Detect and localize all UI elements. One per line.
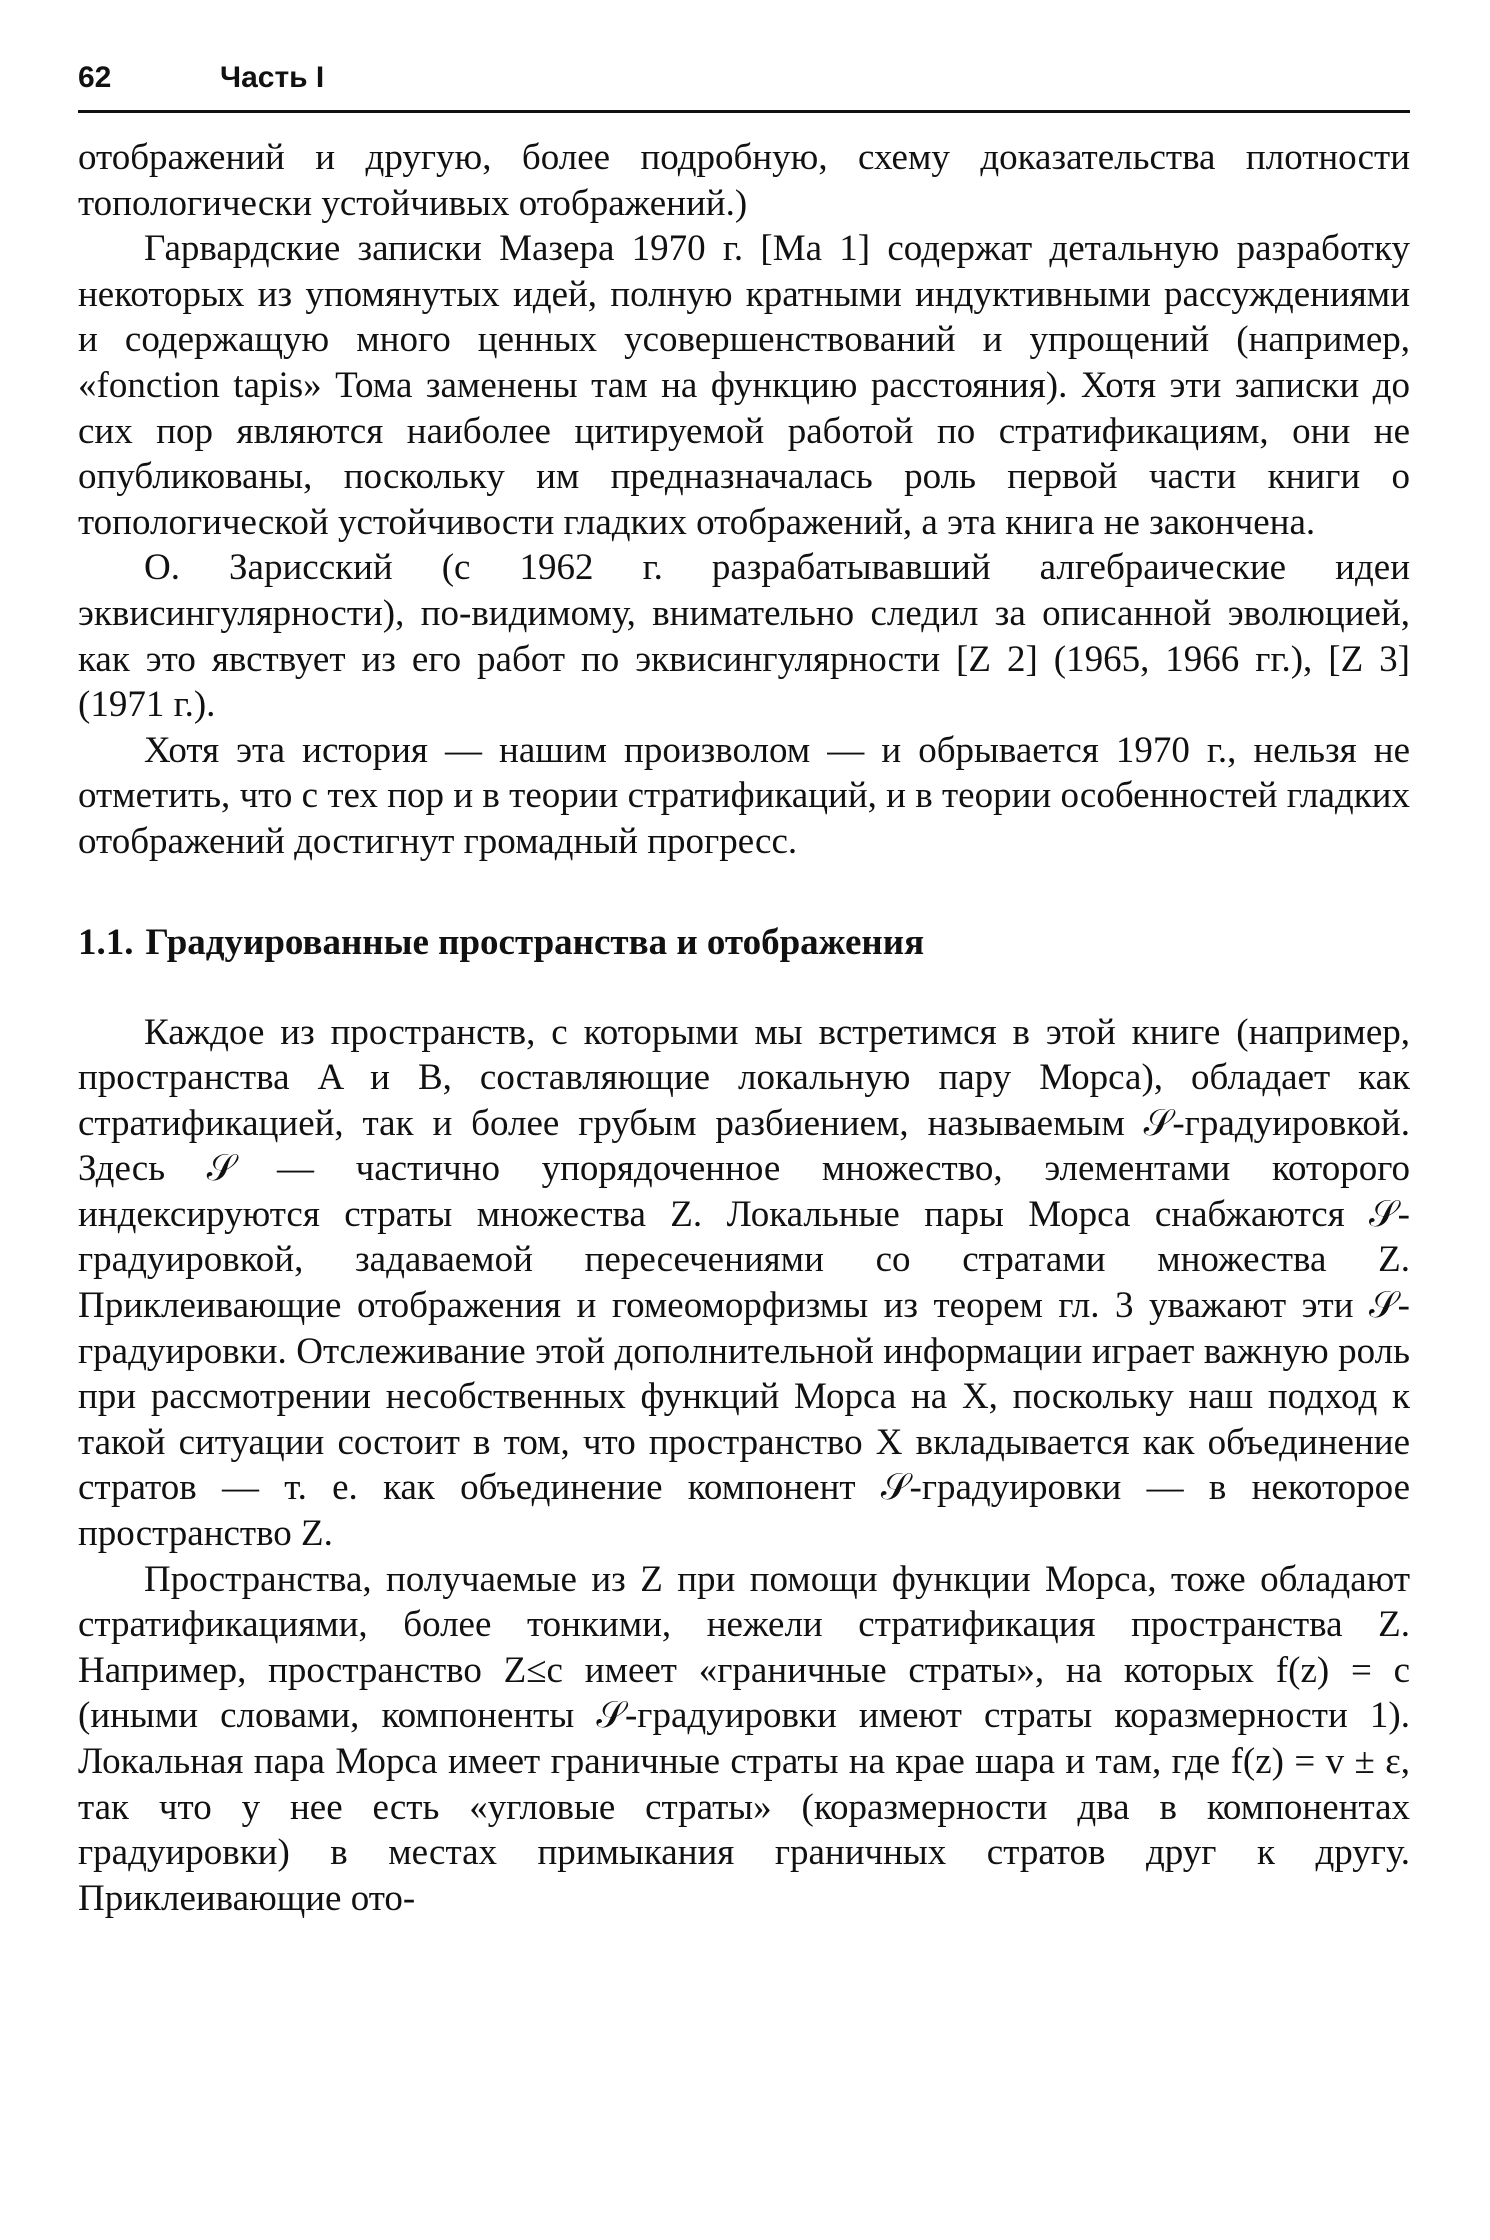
paragraph: Каждое из пространств, с которыми мы встретимся в этой книге (например, пространства A и B, составляющие локальную пару Морса), обладает как стратификацией, так и более грубым разбиением, называемым 𝒮-градуировкой. Здесь 𝒮 — частично упорядоченное множество, элементами которого индексируются страты множества Z. Локальные пары Морса снабжаются 𝒮-градуировкой, задаваемой пересечениями со стратами множества Z. Приклеивающие отображения и гомеоморфизмы из теорем гл. 3 уважают эти 𝒮-градуировки. Отслеживание этой дополнительной информации играет важную роль при рассмотрении несобственных функций Морса на X, поскольку наш подход к такой ситуации состоит в том, что пространство X вкладывается как объединение стратов — т. е. как объединение компонент 𝒮-градуировки — в некоторое пространство Z. bbox=[78, 1011, 1410, 1555]
paragraph: О. Зарисский (с 1962 г. разрабатывавший алгебраические идеи эквисингулярности), по-видимому, внимательно следил за описанной эволюцией, как это явствует из его работ по эквисингулярности [Z 2] (1965, 1966 гг.), [Z 3] (1971 г.). bbox=[78, 547, 1410, 726]
running-head bbox=[78, 58, 1410, 113]
book-page bbox=[78, 58, 1410, 1921]
paragraph: отображений и другую, более подробную, схему доказательства плотности топологически устойчивых отображений.) bbox=[78, 137, 1410, 224]
paragraph: Гарвардские записки Мазера 1970 г. [Ma 1] содержат детальную разработку некоторых из упомянутых идей, полную кратными индуктивными рассуждениями и содержащую много ценных усовершенствований и упрощений (например, «fonction tapis» Тома заменены там на функцию расстояния). Хотя эти записки до сих пор являются наиболее цитируемой работой по стратификациям, они не опубликованы, поскольку им предназначалась роль первой части книги о топологической устойчивости гладких отображений, а эта книга не закончена. bbox=[78, 228, 1410, 543]
chapter-label: Часть I bbox=[220, 61, 325, 94]
section-title: Градуированные пространства и отображения bbox=[145, 921, 925, 963]
section-number: 1.1. bbox=[78, 921, 134, 963]
section-heading bbox=[78, 920, 1410, 966]
paragraph: Хотя эта история — нашим произволом — и обрывается 1970 г., нельзя не отметить, что с тех пор и в теории стратификаций, и в теории особенностей гладких отображений достигнут громадный прогресс. bbox=[78, 729, 1410, 862]
page-number: 62 bbox=[78, 61, 112, 94]
body-text bbox=[78, 135, 1410, 1921]
paragraph: Пространства, получаемые из Z при помощи функции Морса, тоже обладают стратификациями, более тонкими, нежели стратификация пространства Z. Например, пространство Z≤c имеет «граничные страты», на которых f(z) = c (иными словами, компоненты 𝒮-градуировки имеют страты коразмерности 1). Локальная пара Морса имеет граничные страты на крае шара и там, где f(z) = v ± ε, так что у нее есть «угловые страты» (коразмерности два в компонентах градуировки) в местах примыкания граничных стратов друг к другу. Приклеивающие ото- bbox=[78, 1558, 1410, 1919]
